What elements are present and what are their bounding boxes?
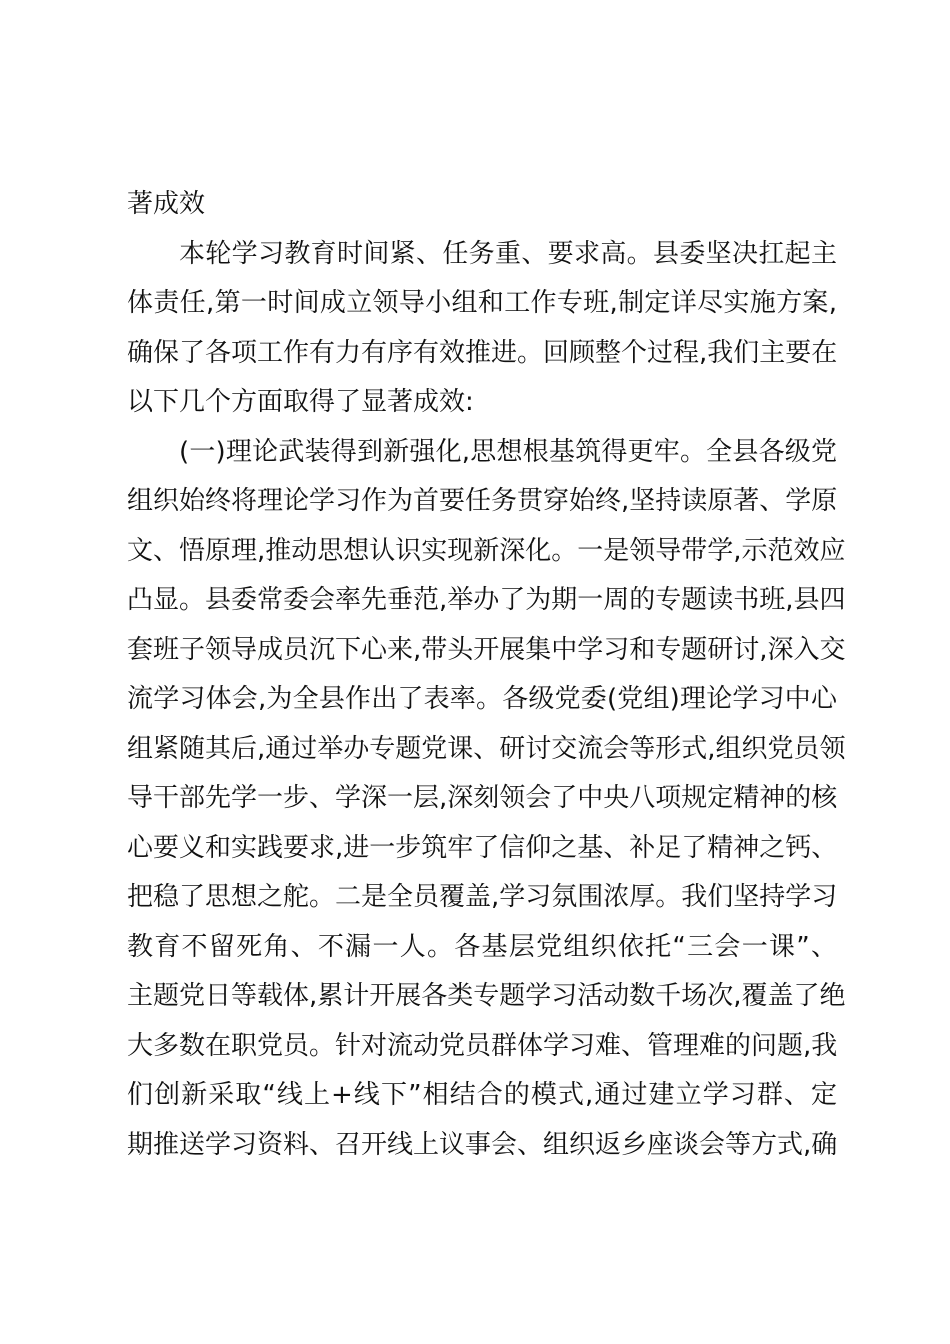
text-line: 套班子领导成员沉下心来,带头开展集中学习和专题研讨,深入交 (127, 634, 846, 665)
text-line: 期推送学习资料、召开线上议事会、组织返乡座谈会等方式,确 (127, 1129, 838, 1160)
text-line: 大多数在职党员。针对流动党员群体学习难、管理难的问题,我 (127, 1030, 838, 1061)
text-line: 体责任,第一时间成立领导小组和工作专班,制定详尽实施方案, (127, 288, 837, 318)
text-line: 文、悟原理,推动思想认识实现新深化。一是领导带学,示范效应 (127, 535, 846, 566)
paragraph-first-line: 本轮学习教育时间紧、任务重、要求高。县委坚决扛起主 (179, 238, 837, 269)
text-line: 把稳了思想之舵。二是全员覆盖,学习氛围浓厚。我们坚持学习 (127, 882, 838, 912)
text-line: 凸显。县委常委会率先垂范,举办了为期一周的专题读书班,县四 (127, 585, 846, 615)
text-line: 导干部先学一步、学深一层,深刻领会了中央八项规定精神的核 (127, 783, 838, 813)
text-line: 流学习体会,为全县作出了表率。各级党委(党组)理论学习中心 (127, 684, 837, 714)
text-line: 以下几个方面取得了显著成效: (127, 387, 474, 417)
text-line: 主题党日等载体,累计开展各类专题学习活动数千场次,覆盖了绝 (127, 981, 846, 1011)
text-line: 们创新采取“线上+线下”相结合的模式,通过建立学习群、定 (127, 1080, 837, 1110)
text-line: 组织始终将理论学习作为首要任务贯穿始终,坚持读原著、学原 (127, 486, 838, 516)
body-text (127, 180, 846, 1170)
text-line: 确保了各项工作有力有序有效推进。回顾整个过程,我们主要在 (127, 337, 838, 368)
text-line: 教育不留死角、不漏一人。各基层党组织依托“三会一课”、 (127, 931, 837, 962)
text-line: 著成效 (127, 189, 206, 219)
section-heading-line: (一)理论武装得到新强化,思想根基筑得更牢。全县各级党 (179, 436, 837, 467)
text-line: 心要义和实践要求,进一步筑牢了信仰之基、补足了精神之钙、 (127, 832, 838, 863)
text-line: 组紧随其后,通过举办专题党课、研讨交流会等形式,组织党员领 (127, 733, 846, 764)
